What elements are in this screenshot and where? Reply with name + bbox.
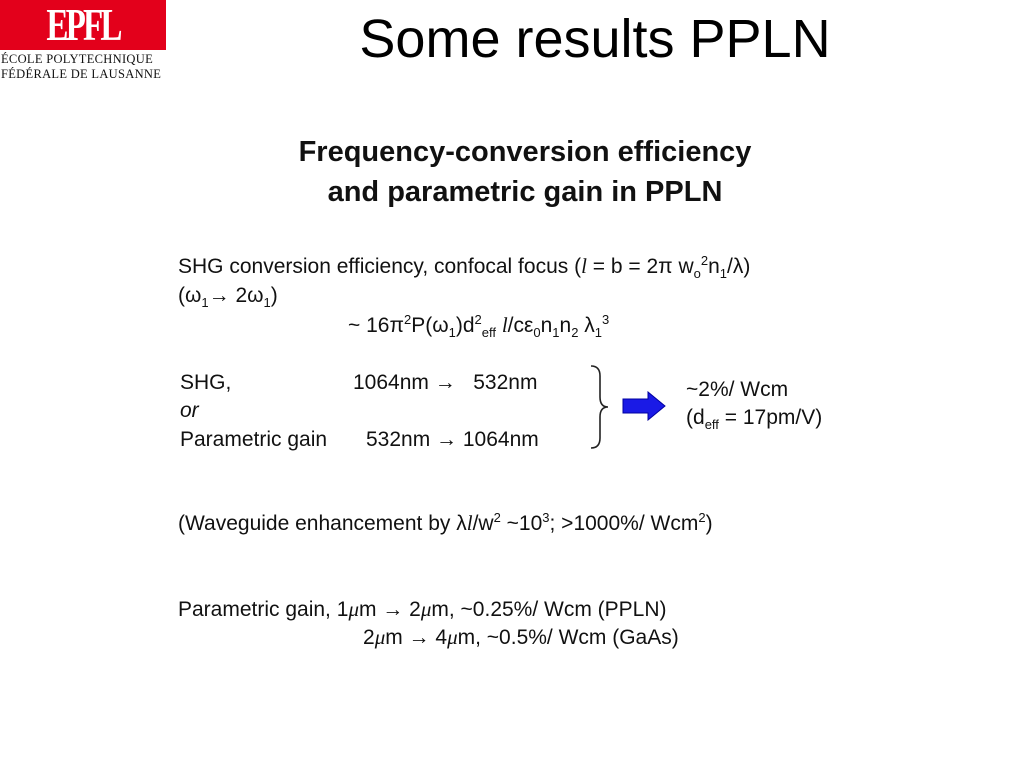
text-run: 2 [363, 626, 375, 649]
superscript: 2 [698, 510, 706, 525]
superscript: 3 [542, 510, 550, 525]
superscript: 2 [474, 312, 482, 327]
superscript: 2 [403, 312, 412, 327]
text-run: m → 2 [358, 598, 421, 621]
symbol-mu: μ [447, 625, 458, 649]
subscript: 2 [571, 325, 579, 341]
text-run: Parametric gain, [178, 598, 331, 621]
shg-efficiency-line [178, 253, 751, 282]
right-brace-icon [588, 364, 610, 450]
text-run: m, ~0.5%/ Wcm (GaAs) [457, 626, 679, 649]
waveguide-enhancement-line [178, 511, 713, 536]
text-run: ~10 [500, 512, 543, 535]
text-run: = 17pm/V) [718, 406, 823, 429]
subscript: eff [481, 325, 496, 341]
text-run: λ [578, 314, 595, 337]
symbol-mu: μ [348, 597, 359, 621]
efficiency-result: ~2%/ Wcm [686, 378, 789, 401]
text-run: ; >1000%/ Wcm [549, 512, 699, 535]
logo-line-2: FÉDÉRALE DE LAUSANNE [1, 67, 162, 81]
text-run: → 2ω [208, 284, 264, 307]
right-arrow-icon [622, 391, 666, 421]
subscript: 1 [263, 295, 271, 311]
or-label: or [180, 399, 199, 422]
slide-title: Some results PPLN [359, 9, 831, 69]
superscript: 3 [602, 312, 610, 327]
text-run: (d [686, 406, 705, 429]
subscript: 1 [719, 266, 728, 282]
symbol-l: l [501, 313, 508, 337]
parametric-gain-row-1 [178, 597, 667, 622]
logo-line-1: ÉCOLE POLYTECHNIQUE [1, 52, 154, 66]
efficiency-equation [348, 312, 610, 341]
text-run: (ω [178, 284, 202, 307]
symbol-mu: μ [374, 625, 386, 649]
text-run: /λ) [727, 255, 751, 278]
text-run: ) [705, 512, 713, 535]
shg-label: SHG, [180, 371, 232, 394]
text-run: SHG conversion efficiency, confocal focus ( [178, 255, 582, 278]
subscript: 1 [201, 295, 209, 311]
text-run: = b = 2π w [586, 255, 694, 278]
subscript: o [693, 266, 701, 282]
text-run: m, ~0.25%/ Wcm (PPLN) [431, 598, 667, 621]
subscript: eff [704, 417, 719, 433]
subscript: 1 [448, 325, 456, 341]
text-run: n [559, 314, 572, 337]
text-run: /w [472, 512, 494, 535]
heading-line-2: and parametric gain in PPLN [327, 176, 723, 208]
heading-line-1: Frequency-conversion efficiency [298, 136, 752, 168]
subscript: 1 [552, 325, 560, 341]
text-run: 1 [336, 598, 349, 621]
text-run: ~ 16π [348, 314, 404, 337]
symbol-mu: μ [420, 597, 432, 621]
omega-conversion-line [178, 284, 278, 311]
deff-result [686, 406, 823, 433]
text-run: )d [455, 314, 475, 337]
text-run: ) [270, 284, 278, 307]
superscript: 2 [700, 253, 709, 268]
text-run: n [540, 314, 553, 337]
parametric-gain-wavelengths: 532nm → 1064nm [366, 428, 539, 451]
text-run: P(ω [411, 314, 449, 337]
parametric-gain-row-2 [363, 625, 679, 650]
parametric-gain-label: Parametric gain [180, 428, 328, 451]
symbol-l: l [466, 511, 473, 535]
symbol-l: l [581, 254, 587, 278]
text-run: n [708, 255, 720, 278]
text-run: (Waveguide enhancement by λ [178, 512, 467, 535]
shg-wavelengths: 1064nm → 532nm [353, 371, 538, 394]
logo-mark: EPFL [46, 0, 120, 50]
text-run: m → 4 [385, 626, 448, 649]
text-run: /cε [507, 314, 534, 337]
subscript: 0 [533, 325, 541, 341]
subscript: 1 [594, 325, 603, 341]
superscript: 2 [493, 510, 501, 525]
